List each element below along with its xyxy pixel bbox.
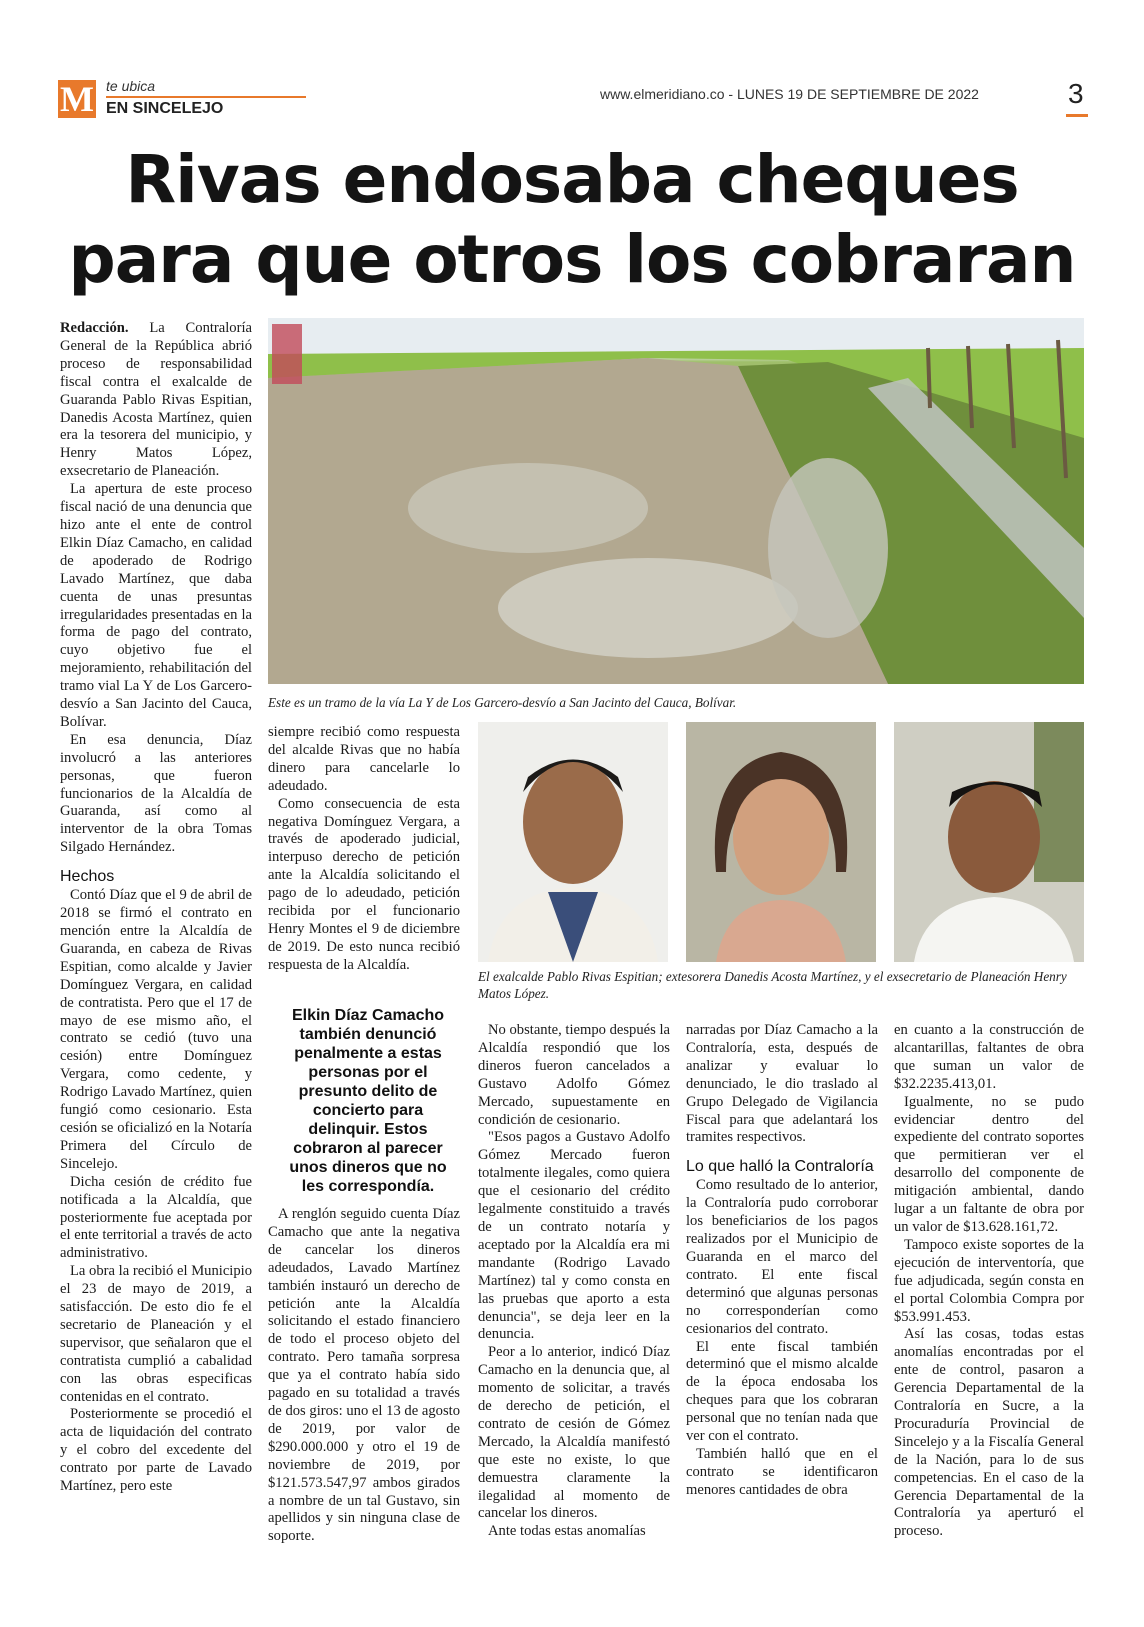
road-photo-illustration — [268, 318, 1084, 684]
byline: Redacción. — [60, 320, 129, 336]
subheading-hechos: Hechos — [60, 868, 115, 886]
kicker-rule — [106, 96, 306, 98]
paragraph: "Esos pagos a Gustavo Adolfo Gómez Mercado fueron totalmente ilegales, como quiera que el cesionario del crédito legalmente constituido a través de un contrato notaría y aceptado por la Alcaldía era mi mandante (Rodrigo Lavado Martínez) tal y como consta en las pruebas que aporto a esta denuncia", se deja leer en la denuncia. — [478, 1129, 670, 1343]
portraits-caption: El exalcalde Pablo Rivas Espitian; extesorera Danedis Acosta Martínez, y el exsecretario de Planeación Henry Matos López. — [478, 969, 1067, 1001]
article-column-2-lower — [268, 1206, 460, 1546]
paragraph: La obra la recibió el Municipio el 23 de mayo de 2019, a satisfacción. De esto dio fe el secretario de Planeación y el supervisor, que señalaron que el contratista cumplió a cabalidad con las obras especificas contenidas en el contrato. — [60, 1263, 252, 1405]
paragraph: narradas por Díaz Camacho a la Contraloría, esta, después de analizar y evaluar lo denunciado, le dio traslado al Grupo Delegado de Vigilancia Fiscal para que adelantará los tramites respectivos. — [686, 1022, 878, 1146]
road-photo — [268, 318, 1084, 684]
paragraph: El ente fiscal también determinó que el mismo alcalde de la época endosaba los cheques para que los cobraran personal que no tenían nada que ver con el contrato. — [686, 1338, 878, 1445]
paragraph: Dicha cesión de crédito fue notificada a la Alcaldía, que posteriormente fue aceptada por el ente territorial a través de acto administrativo. — [60, 1173, 252, 1262]
paragraph: Peor a lo anterior, indicó Díaz Camacho en la denuncia que, al momento de solicitar, a través de derecho de petición, el contrato de cesión de Gómez Mercado, la Alcaldía manifestó que este no existe, lo que demuestra claramente la ilegalidad al momento de cancelar los dineros. — [478, 1344, 670, 1522]
portrait-pablo-rivas — [478, 722, 668, 962]
article-column-1 — [60, 320, 252, 1496]
paragraph: siempre recibió como respuesta del alcalde Rivas que no había dinero para cancelarle lo adeudado. — [268, 724, 460, 794]
portrait-henry-matos — [894, 722, 1084, 962]
lead-text: La Contraloría General de la República abrió proceso de responsabilidad fiscal contra el exalcalde de Guaranda Pablo Rivas Espitian, Danedis Acosta Martínez, quien era la tesorera del municipio, y Henry Matos López, exsecretario de Planeación. — [60, 320, 252, 480]
page-number: 3 — [1068, 78, 1084, 109]
paragraph: También halló que en el contrato se identificaron menores cantidades de obra — [686, 1445, 878, 1498]
article-column-2-upper — [268, 724, 460, 975]
section-kicker: te ubica — [106, 78, 156, 94]
paragraph: Como resultado de lo anterior, la Contraloría pudo corroborar los beneficiarios de los pagos realizados por el Municipio de Guaranda en el marco del contrato. El ente fiscal determinó que algunas personas no corresponderían como cesionarios del contrato. — [686, 1177, 878, 1337]
newspaper-logo: M — [58, 80, 96, 118]
article-column-4 — [686, 1022, 878, 1500]
headline: Rivas endosaba cheques para que otros los cobraran — [68, 141, 1076, 298]
paragraph: No obstante, tiempo después la Alcaldía respondió que los dineros fueron cancelados a Gustavo Adolfo Gómez Mercado, supuestamente en condición de cesionario. — [478, 1022, 670, 1128]
paragraph: Posteriormente se procedió el acta de liquidación del contrato y el cobro del excedente del contrato por parte de Lavado Martínez, pero este — [60, 1406, 252, 1495]
article-column-3 — [478, 1022, 670, 1541]
paragraph: A renglón seguido cuenta Díaz Camacho que ante la negativa de cancelar los dineros adeudados, Lavado Martínez también instauró un derecho de petición ante la Alcaldía solicitando el estado financiero de todo el proceso objeto del contrato. Pero tamaña sorpresa que ya el contrato había sido pagado en su totalidad a través de dos giros: uno el 13 de agosto de 2019, por valor de $290.000.000 y otro el 19 de noviembre de 2019, por $121.573.547,97 ambos girados a nombre de un tal Gustavo, sin apellidos y sin ninguna clase de soporte. — [268, 1206, 460, 1545]
portrait-illustration — [478, 722, 668, 962]
pull-quote: Elkin Díaz Camacho también denunció penalmente a estas personas por el presunto delito de concierto para delinquir. Estos cobraron al parecer unos dineros que no les correspondía. — [289, 1007, 447, 1195]
article-column-5 — [894, 1022, 1084, 1541]
paragraph: En esa denuncia, Díaz involucró a las anteriores personas, que fueron funcionarios de la Alcaldía de Guaranda, así como al interventor de la obra Tomas Silgado Hernández. — [60, 731, 252, 856]
paragraph: La apertura de este proceso fiscal nació de una denuncia que hizo ante el ente de control Elkin Díaz Camacho, en calidad de apoderado de Rodrigo Lavado Martínez, que daba cuenta de unas presuntas irregularidades presentadas en la forma de pago del contrato, cuyo objetivo fue el mejoramiento, rehabilitación del tramo vial La Y de Los Garcero-desvío a San Jacinto del Cauca, Bolívar. — [60, 481, 252, 730]
portrait-illustration — [686, 722, 876, 962]
lead-paragraph — [60, 320, 252, 481]
paragraph: Contó Díaz que el 9 de abril de 2018 se firmó el contrato en mención entre la Alcaldía de Guaranda, en cabeza de Rivas Espitian, como alcalde y Javier Domínguez Vergara, en calidad de contratista. Pero que el 17 de mayo de ese mismo año, el contrato se cedió (tuvo una cesión) entre Domínguez Vergara, como cedente, y Rodrigo Lavado Martínez, quien fungió como cesionario. Esta cesión se oficializó en la Notaría Primera del Círculo de Sincelejo. — [60, 887, 252, 1172]
paragraph: Tampoco existe soportes de la ejecución de interventoría, que fue adjudicada, según consta en el portal Colombia Compra por $53.991.453. — [894, 1236, 1084, 1325]
paragraph: en cuanto a la construcción de alcantarillas, faltantes de obra que suman un valor de $32.2235.413,01. — [894, 1022, 1084, 1092]
paragraph: Así las cosas, todas estas anomalías encontradas por el ente de control, pasaron a Gerencia Departamental de la Contraloría en Sucre, a la Procuraduría Provincial de Sincelejo y a la Fiscalía General de la Nación, para lo de sus competencias. En el caso de la Gerencia Departamental de la Contraloría ya aperturó el proceso. — [894, 1326, 1084, 1540]
paragraph: Igualmente, no se pudo evidenciar dentro del expediente del contrato soportes que permitieran ver el desarrollo del componente de mitigación ambiental, dando lugar a un faltante de obra por un valor de $13.628.161,72. — [894, 1093, 1084, 1235]
site-and-date: www.elmeridiano.co - LUNES 19 DE SEPTIEMBRE DE 2022 — [600, 86, 979, 102]
page-number-rule — [1066, 114, 1088, 117]
road-photo-caption: Este es un tramo de la vía La Y de Los Garcero-desvío a San Jacinto del Cauca, Bolívar. — [268, 695, 737, 710]
subheading-contraloria: Lo que halló la Contraloría — [686, 1158, 874, 1176]
paragraph: Como consecuencia de esta negativa Domínguez Vergara, a través de apoderado judicial, interpuso derecho de petición ante la Alcaldía solicitando el pago de lo adeudado, petición recibida por el funcionario Henry Montes el 9 de diciembre de 2019. De esto nunca recibió respuesta de la Alcaldía. — [268, 795, 460, 973]
paragraph: Ante todas estas anomalías — [488, 1523, 646, 1540]
section-name: EN SINCELEJO — [106, 100, 224, 117]
portrait-danedis-acosta — [686, 722, 876, 962]
portrait-illustration — [894, 722, 1084, 962]
